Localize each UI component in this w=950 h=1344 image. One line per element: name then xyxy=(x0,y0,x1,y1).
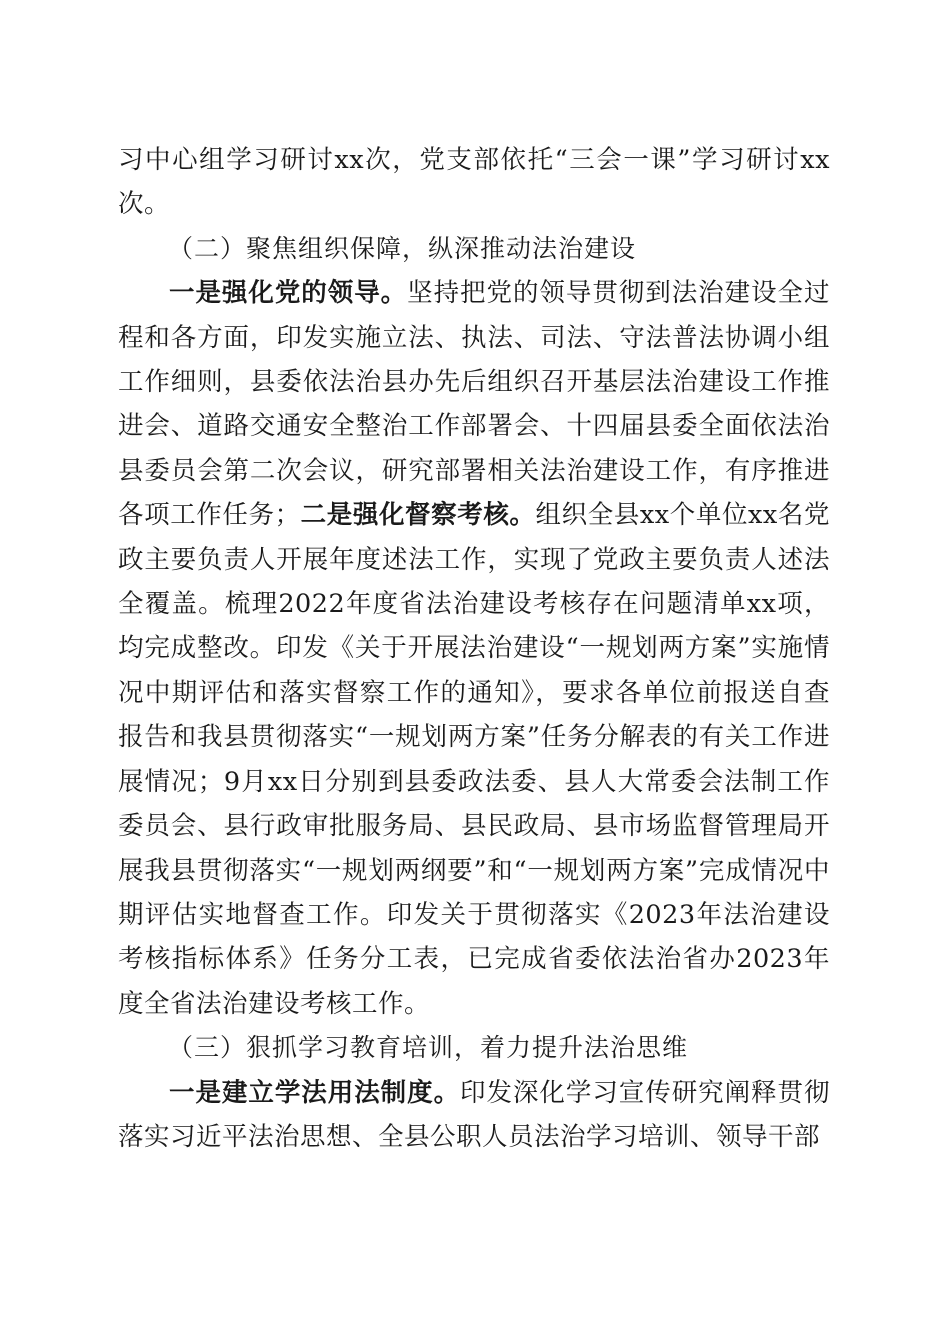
paragraph-text: 习中心组学习研讨xx次，党支部依托“三会一课”学习研讨xx次。 xyxy=(118,145,830,220)
lead-phrase: 一是强化党的领导。 xyxy=(169,278,408,309)
paragraph-continued xyxy=(118,138,830,227)
section-heading-2 xyxy=(118,227,830,271)
paragraph-text: 印发深化学习宣传研究阐释贯彻落实习近平法治思想、全县公职人员法治学习培训、领导干部 xyxy=(118,1077,830,1152)
paragraph-party-leadership xyxy=(118,271,830,1026)
lead-phrase: 一是建立学法用法制度。 xyxy=(169,1077,461,1108)
heading-text: （三）狠抓学习教育培训，着力提升法治思维 xyxy=(168,1033,689,1063)
section-heading-3 xyxy=(118,1026,830,1070)
paragraph-text: 坚持把党的领导贯彻到法治建设全过程和各方面，印发实施立法、执法、司法、守法普法协调小组工作细则，县委依法治县办先后组织召开基层法治建设工作推进会、道路交通安全整治工作部署会、十四届县委全面依法治县委员会第二次会议，研究部署相关法治建设工作，有序推进各项工作任务； xyxy=(118,278,830,531)
heading-text: （二）聚焦组织保障，纵深推动法治建设 xyxy=(168,233,637,263)
paragraph-text: 组织全县xx个单位xx名党政主要负责人开展年度述法工作，实现了党政主要负责人述法全覆盖。梳理2022年度省法治建设考核存在问题清单xx项，均完成整改。印发《关于开展法治建设“一规划两方案”实施情况中期评估和落实督察工作的通知》，要求各单位前报送自查报告和我县贯彻落实“一规划两方案”任务分解表的有关工作进展情况；9月xx日分别到县委政法委、县人大常委会法制工作委员会、县行政审批服务局、县民政局、县市场监督管理局开展我县贯彻落实“一规划两纲要”和“一规划两方案”完成情况中期评估实地督查工作。印发关于贯彻落实《2023年法治建设考核指标体系》任务分工表，已完成省委依法治省办2023年度全省法治建设考核工作。 xyxy=(118,500,830,1019)
document-body xyxy=(118,138,830,1159)
lead-phrase: 二是强化督察考核。 xyxy=(300,500,536,531)
paragraph-study-system xyxy=(118,1071,830,1160)
